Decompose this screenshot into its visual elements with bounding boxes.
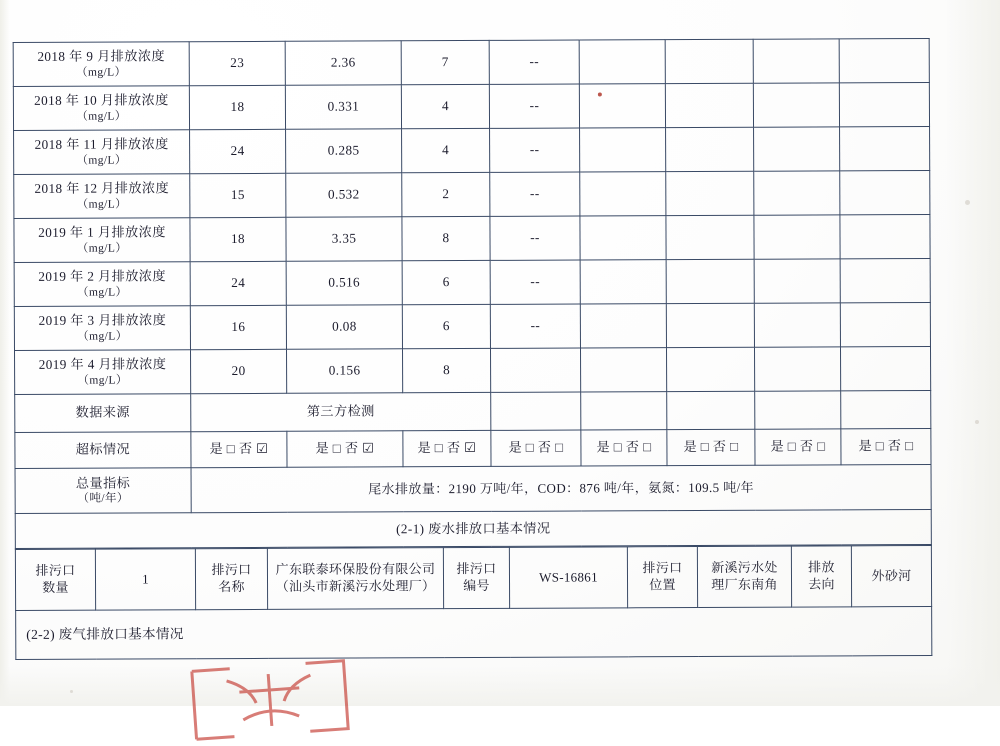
- cell-nh3: 2.36: [285, 41, 401, 86]
- cell-cod: 18: [189, 85, 285, 129]
- cell-tp: 4: [402, 128, 490, 172]
- table-row: [14, 259, 930, 307]
- cell-blank: [754, 303, 840, 347]
- exceed-label: 超标情况: [15, 432, 191, 469]
- cell-other: --: [490, 216, 580, 260]
- table-row: [13, 83, 929, 131]
- cell-tp: 8: [402, 348, 490, 392]
- cell-blank: [753, 83, 839, 127]
- cell-blank: [840, 302, 930, 346]
- data-source-value: 第三方检测: [191, 392, 491, 431]
- cell-blank: [839, 39, 929, 83]
- outlet-direction-label: 排放 去向: [791, 546, 851, 607]
- cell-blank: [841, 390, 931, 428]
- data-source-row: [15, 390, 931, 432]
- outlet-name-value: 广东联泰环保股份有限公司 （汕头市新溪污水处理厂）: [267, 548, 443, 610]
- cell-blank: [755, 391, 841, 429]
- total-label: 总量指标 （吨/年）: [15, 468, 191, 514]
- cell-blank: [580, 128, 666, 172]
- cell-blank: [667, 391, 755, 429]
- cell-blank: [580, 172, 666, 216]
- cell-blank: [840, 346, 930, 390]
- section-2-2-row: [16, 606, 932, 659]
- cell-blank: [840, 171, 930, 215]
- cell-other: --: [489, 40, 579, 84]
- cell-cod: 15: [190, 173, 286, 217]
- section-2-1-row: [15, 509, 931, 548]
- cell-blank: [580, 304, 666, 348]
- outlet-direction-value: 外砂河: [851, 545, 931, 606]
- scan-speck: [975, 420, 979, 424]
- cell-blank: [666, 347, 754, 391]
- cell-cod: 23: [189, 41, 285, 85]
- cell-blank: [579, 40, 665, 84]
- cell-blank: [754, 347, 840, 391]
- cell-blank: [665, 83, 753, 127]
- cell-nh3: 0.331: [285, 85, 401, 130]
- cell-other: --: [490, 304, 580, 348]
- cell-cod: 24: [190, 261, 286, 305]
- cell-nh3: 3.35: [286, 217, 402, 262]
- cell-other: --: [489, 84, 579, 128]
- cell-blank: [580, 348, 666, 392]
- emission-table: [13, 38, 932, 549]
- cell-blank: [840, 259, 930, 303]
- cell-blank: [840, 127, 930, 171]
- cell-blank: [665, 39, 753, 83]
- cell-blank: [839, 83, 929, 127]
- cell-blank: [666, 303, 754, 347]
- cell-nh3: 0.532: [286, 173, 402, 218]
- cell-tp: 6: [402, 304, 490, 348]
- outlet-position-value: 新溪污水处 理厂东南角: [697, 546, 791, 607]
- row-label: 2019 年 4 月排放浓度 （mg/L）: [15, 350, 191, 395]
- cell-blank: [666, 259, 754, 303]
- table-row: [14, 215, 930, 263]
- data-source-label: 数据来源: [15, 394, 191, 433]
- scan-speck: [70, 690, 73, 693]
- cell-other: --: [490, 128, 580, 172]
- cell-other: [490, 348, 580, 392]
- cell-blank: [754, 215, 840, 259]
- exceed-checkbox-2[interactable]: 是 □ 否 ☑: [287, 431, 403, 468]
- row-label: 2018 年 9 月排放浓度 （mg/L）: [13, 42, 189, 87]
- cell-blank: [753, 39, 839, 83]
- cell-cod: 20: [191, 349, 287, 393]
- cell-blank: [580, 260, 666, 304]
- cell-cod: 16: [190, 305, 286, 349]
- official-seal-stamp: [177, 654, 362, 746]
- outlet-position-label: 排污口 位置: [627, 547, 697, 608]
- cell-cod: 24: [190, 129, 286, 173]
- table-row: [14, 127, 930, 175]
- total-value: 尾水排放量：2190 万吨/年，COD：876 吨/年，氨氮：109.5 吨/年: [191, 464, 931, 512]
- cell-cod: 18: [190, 217, 286, 261]
- section-2-1-label: (2-1) 废水排放口基本情况: [15, 509, 931, 548]
- row-label: 2019 年 1 月排放浓度 （mg/L）: [14, 218, 190, 263]
- scan-edge-bottom: [0, 666, 1000, 706]
- cell-blank: [579, 84, 665, 128]
- row-label: 2019 年 3 月排放浓度 （mg/L）: [14, 306, 190, 351]
- exceed-checkbox-8[interactable]: 是 □ 否 □: [841, 428, 931, 464]
- cell-nh3: 0.156: [286, 349, 402, 394]
- cell-other: --: [490, 172, 580, 216]
- cell-nh3: 0.285: [286, 129, 402, 174]
- cell-blank: [840, 215, 930, 259]
- cell-blank: [754, 171, 840, 215]
- row-label: 2018 年 12 月排放浓度 （mg/L）: [14, 174, 190, 219]
- table-row: [14, 302, 930, 350]
- cell-nh3: 0.516: [286, 261, 402, 306]
- cell-blank: [754, 259, 840, 303]
- cell-tp: 2: [402, 172, 490, 216]
- outlet-code-label: 排污口 编号: [443, 547, 509, 608]
- outlet-count-value: 1: [95, 549, 195, 610]
- cell-tp: 7: [401, 40, 489, 84]
- outlet-count-label: 排污口 数量: [15, 549, 95, 610]
- document-sheet: [13, 38, 932, 660]
- table-row: [13, 39, 929, 87]
- exceed-checkbox-1[interactable]: 是 □ 否 ☑: [191, 431, 287, 467]
- cell-tp: 8: [402, 216, 490, 260]
- cell-other: --: [490, 260, 580, 304]
- table-row: [14, 171, 930, 219]
- exceed-checkbox-5[interactable]: 是 □ 否 □: [581, 430, 667, 466]
- scan-speck: [965, 200, 970, 205]
- outlet-name-label: 排污口 名称: [195, 548, 267, 609]
- cell-nh3: 0.08: [286, 305, 402, 350]
- exceed-checkbox-4[interactable]: 是 □ 否 □: [491, 430, 581, 466]
- row-label: 2019 年 2 月排放浓度 （mg/L）: [14, 262, 190, 307]
- cell-blank: [666, 171, 754, 215]
- cell-tp: 4: [401, 84, 489, 128]
- row-label: 2018 年 11 月排放浓度 （mg/L）: [14, 130, 190, 175]
- outlet-table: [15, 545, 932, 660]
- outlet-row: [15, 545, 931, 610]
- scan-edge-left: [0, 0, 10, 706]
- total-row: [15, 464, 931, 513]
- section-2-2-label: (2-2) 废气排放口基本情况: [16, 606, 932, 659]
- cell-blank: [581, 392, 667, 430]
- row-label: 2018 年 10 月排放浓度 （mg/L）: [13, 86, 189, 131]
- cell-tp: 6: [402, 260, 490, 304]
- cell-blank: [666, 215, 754, 259]
- cell-blank: [754, 127, 840, 171]
- table-row: [15, 346, 931, 394]
- exceed-checkbox-3[interactable]: 是 □ 否 ☑: [403, 430, 491, 466]
- scan-edge-right: [946, 0, 1000, 706]
- exceed-checkbox-6[interactable]: 是 □ 否 □: [667, 429, 755, 465]
- cell-blank: [491, 392, 581, 430]
- cell-blank: [580, 216, 666, 260]
- exceed-checkbox-7[interactable]: 是 □ 否 □: [755, 429, 841, 465]
- outlet-code-value: WS-16861: [509, 547, 627, 609]
- ink-dot: [598, 92, 602, 96]
- cell-blank: [666, 127, 754, 171]
- exceed-row: [15, 428, 931, 468]
